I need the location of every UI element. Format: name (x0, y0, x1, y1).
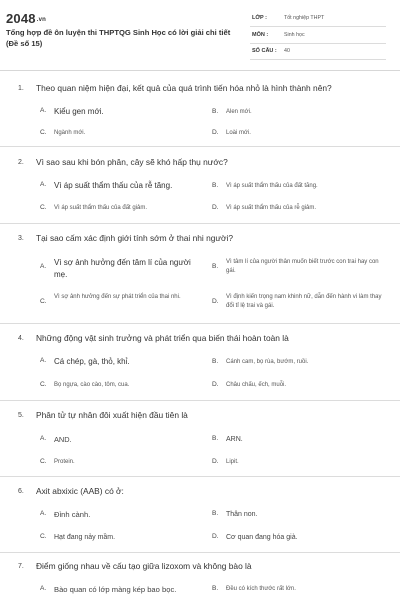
question-number: 7. (18, 563, 24, 570)
option-text: Vì áp suất thẩm thấu của đất tăng. (226, 183, 318, 189)
option-text: Bọ ngựa, cào cào, tôm, cua. (54, 382, 130, 388)
logo-suffix: .vn (36, 16, 47, 23)
question-number: 3. (18, 235, 24, 242)
meta-key: MÔN : (252, 31, 269, 38)
question-text: Những động vật sinh trưởng và phát triển qua biến thái hoàn toàn là (36, 333, 289, 343)
option-text: Vì áp suất thẩm thấu của rễ giảm. (226, 205, 317, 211)
option-text: Vì tâm lí của người thân muốn biết trước con trai hay con gái. (226, 259, 379, 274)
option-text: Châu chấu, ếch, muỗi. (226, 382, 287, 388)
question-number: 4. (18, 335, 24, 342)
option-text: Hạt đang nảy mầm. (54, 534, 116, 541)
option-letter: D. (212, 458, 219, 465)
option-text: Vì sợ ảnh hưởng đến sự phát triển của thai nhi. (54, 294, 181, 300)
option-text: Vì áp suất thẩm thấu của đất giảm. (54, 205, 148, 211)
option-letter: B. (212, 585, 219, 592)
question-number: 6. (18, 488, 24, 495)
question-divider (0, 400, 400, 401)
option-text: Bào quan có lớp màng kép bao bọc. (54, 585, 177, 594)
worksheet-header (0, 0, 400, 74)
option-text: Cá chép, gà, thỏ, khỉ. (54, 357, 130, 366)
question-text: Vì sao sau khi bón phân, cây sẽ khó hấp thụ nước? (36, 157, 228, 167)
option-letter: C. (40, 204, 47, 211)
option-letter: C. (40, 381, 47, 388)
question-text: Phân tử tự nhân đôi xuất hiện đầu tiên là (36, 410, 188, 420)
option-letter: B. (212, 182, 219, 189)
option-letter: D. (212, 533, 219, 540)
option-letter: A. (40, 510, 47, 517)
header-divider (0, 70, 400, 71)
option-text: Thân non. (226, 511, 258, 518)
option-letter: C. (40, 458, 47, 465)
question-divider (0, 476, 400, 477)
option-text: Alen mới. (226, 109, 252, 115)
question-text: Tại sao cấm xác định giới tính sớm ở thai nhi người? (36, 233, 234, 243)
option-text: Đỉnh cành. (54, 510, 91, 519)
option-letter: A. (40, 181, 47, 188)
option-text: Kiểu gen mới. (54, 107, 104, 116)
option-letter: C. (40, 533, 47, 540)
option-letter: A. (40, 263, 47, 270)
metadata-table (250, 12, 386, 62)
option-text: Lipit. (226, 459, 239, 465)
option-letter: B. (212, 108, 219, 115)
question-divider (0, 323, 400, 324)
question-number: 1. (18, 85, 24, 92)
option-letter: A. (40, 435, 47, 442)
option-text: Protein. (54, 459, 75, 465)
meta-row-count (250, 45, 386, 60)
question-number: 2. (18, 159, 24, 166)
option-letter: B. (212, 435, 219, 442)
question-text: Điểm giống nhau về cấu tạo giữa lizoxom và không bào là (36, 561, 252, 571)
meta-key: LỚP : (252, 15, 267, 21)
option-letter: A. (40, 107, 47, 114)
option-letter: B. (212, 510, 219, 517)
meta-row-class (250, 12, 386, 27)
meta-key: SỐ CÂU : (252, 48, 277, 54)
option-text: Ngành mới. (54, 130, 86, 136)
option-text: Vì sợ ảnh hưởng đến tâm lí của người mẹ. (54, 258, 191, 279)
document-title: Tổng hợp đề ôn luyện thi THPTQG Sinh Học có lời giải chi tiết (Đề số 15) (6, 28, 231, 48)
meta-value: 40 (284, 48, 290, 54)
option-letter: C. (40, 129, 47, 136)
meta-value: Sinh học (284, 31, 305, 38)
option-letter: D. (212, 298, 219, 305)
option-text: Đều có kích thước rất lớn. (226, 586, 296, 592)
option-letter: B. (212, 263, 219, 270)
option-text: Loài mới. (226, 130, 251, 136)
option-letter: D. (212, 381, 219, 388)
question-number: 5. (18, 412, 24, 419)
question-text: Axit abxixic (AAB) có ở: (36, 486, 124, 496)
meta-value: Tốt nghiệp THPT (284, 15, 325, 21)
logo-main: 2048 (6, 11, 36, 26)
question-divider (0, 552, 400, 553)
question-text: Theo quan niệm hiện đại, kết quả của quá trình tiến hóa nhỏ là hình thành nên? (36, 83, 332, 93)
option-letter: A. (40, 585, 47, 592)
option-text: Vì áp suất thẩm thấu của rễ tăng. (54, 181, 173, 190)
site-logo[interactable] (6, 11, 46, 26)
question-divider (0, 223, 400, 224)
meta-row-subject (250, 29, 386, 44)
option-text: Cánh cam, bọ rùa, bướm, ruồi. (226, 359, 309, 365)
option-letter: B. (212, 358, 219, 365)
option-letter: A. (40, 357, 47, 364)
question-divider (0, 146, 400, 147)
option-text: AND. (54, 435, 72, 444)
option-letter: D. (212, 129, 219, 136)
option-letter: D. (212, 204, 219, 211)
option-text: Cơ quan đang hóa già. (226, 534, 298, 541)
option-text: Vì định kiến trọng nam khinh nữ, dẫn đến hành vi làm thay đổi tỉ lệ trai và gái. (226, 294, 382, 309)
option-letter: C. (40, 298, 47, 305)
option-text: ARN. (226, 436, 243, 443)
